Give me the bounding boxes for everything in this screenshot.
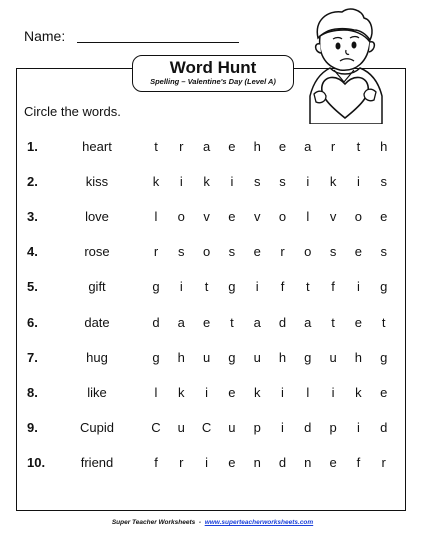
word-row [0,385,425,405]
boy-holding-heart-illustration [300,6,390,124]
word-row [0,350,425,370]
letter-cell[interactable]: d [304,419,312,435]
row-number: 2. [27,174,38,190]
target-word: date [84,314,110,330]
letter-cell[interactable]: e [228,384,236,400]
target-word: kiss [85,174,109,190]
footer [0,519,425,526]
letter-cell[interactable]: h [177,349,185,365]
letter-cell[interactable]: o [202,244,211,260]
letter-cell[interactable]: v [329,209,337,225]
letter-cell[interactable]: f [280,279,285,295]
target-word: Cupid [80,419,114,435]
target-word: rose [84,244,110,260]
letter-cell[interactable]: g [152,279,160,295]
letter-cell[interactable]: k [152,174,160,190]
letter-cell[interactable]: s [329,244,337,260]
letter-cell[interactable]: k [178,384,185,400]
row-number: 1. [27,139,38,154]
letter-cell[interactable]: k [253,384,261,400]
letter-cell[interactable]: C [151,419,161,435]
letter-cell[interactable]: e [228,209,236,225]
worksheet-subtitle: Spelling – Valentine's Day (Level A) [150,77,276,86]
letter-cell[interactable]: l [306,384,310,400]
letter-cell[interactable]: o [177,209,185,225]
word-row [0,139,425,159]
letter-cell[interactable]: k [329,174,337,190]
word-row [0,209,425,229]
letter-cell[interactable]: a [304,314,312,330]
letter-cell[interactable]: t [154,139,158,154]
letter-cell[interactable]: v [203,209,210,225]
name-line[interactable] [77,42,239,43]
target-word: heart [82,139,112,154]
letter-cell[interactable]: u [253,349,261,365]
letter-cell[interactable]: o [354,209,362,225]
letter-cell[interactable]: a [253,314,261,330]
letter-cell[interactable]: C [201,419,212,435]
letter-cell[interactable]: d [152,314,160,330]
target-word: friend [80,454,114,470]
word-row [0,420,425,440]
letter-cell[interactable]: t [381,314,386,330]
letter-cell[interactable]: e [380,384,388,400]
letter-cell[interactable]: s [279,174,286,190]
letter-cell[interactable]: o [278,209,287,225]
target-word: gift [88,279,106,295]
letter-cell[interactable]: r [330,139,336,154]
letter-cell[interactable]: g [152,349,160,365]
word-row [0,174,425,194]
letter-cell[interactable]: s [380,244,387,260]
letter-cell[interactable]: g [228,279,236,295]
letter-cell[interactable]: t [356,139,361,154]
row-number: 9. [27,419,38,435]
row-number: 8. [27,384,38,400]
word-row [0,315,425,335]
title-box [132,55,294,92]
letter-cell[interactable]: k [355,384,362,400]
word-row [0,455,425,475]
letter-cell[interactable]: g [380,349,388,365]
letter-cell[interactable]: s [380,174,387,190]
boy-face [320,30,370,70]
letter-cell[interactable]: s [253,174,261,190]
row-number: 3. [27,209,38,225]
letter-cell[interactable]: i [205,384,209,400]
letter-cell[interactable]: i [281,419,284,435]
letter-cell[interactable]: i [356,279,360,295]
letter-cell[interactable]: l [154,209,158,225]
letter-cell[interactable]: r [280,244,285,260]
letter-cell[interactable]: i [230,174,234,190]
letter-cell[interactable]: i [331,384,335,400]
letter-cell[interactable]: r [153,244,159,260]
row-number: 10. [27,454,46,470]
letter-cell[interactable]: n [304,454,312,470]
name-label: Name: [24,28,66,44]
letter-cell[interactable]: l [154,384,158,400]
row-number: 5. [27,279,38,295]
letter-cell[interactable]: n [253,454,261,470]
target-word: love [85,209,109,225]
letter-cell[interactable]: i [179,174,183,190]
letter-cell[interactable]: e [354,314,362,330]
letter-cell[interactable]: t [305,279,310,295]
letter-cell[interactable]: e [202,314,211,330]
letter-cell[interactable]: u [177,419,185,435]
letter-cell[interactable]: s [178,244,185,260]
letter-cell[interactable]: e [380,209,388,225]
letter-cell[interactable]: l [306,209,310,225]
letter-cell[interactable]: e [228,454,236,470]
letter-cell[interactable]: f [331,279,335,295]
letter-cell[interactable]: r [381,454,386,470]
letter-cell[interactable]: r [179,139,184,154]
instructions: Circle the words. [24,104,121,119]
letter-cell[interactable]: i [281,384,284,400]
letter-cell[interactable]: g [304,349,312,365]
letter-cell[interactable]: u [329,349,337,365]
letter-cell[interactable]: t [331,314,335,330]
letter-cell[interactable]: f [356,454,361,470]
letter-cell[interactable]: u [228,419,236,435]
letter-cell[interactable]: e [278,139,287,154]
letter-cell[interactable]: v [253,209,261,225]
word-row [0,244,425,264]
letter-cell[interactable]: p [329,419,337,435]
letter-cell[interactable]: a [202,139,211,154]
letter-cell[interactable]: o [304,244,312,260]
letter-cell[interactable]: i [205,454,209,470]
target-word: like [87,384,107,400]
letter-cell[interactable]: t [204,279,209,295]
letter-cell[interactable]: r [179,454,184,470]
target-word: hug [86,349,108,365]
letter-cell[interactable]: t [230,314,234,330]
letter-cell[interactable]: i [356,174,360,190]
letter-cell[interactable]: i [255,279,259,295]
letter-cell[interactable]: d [278,454,287,470]
row-number: 4. [27,244,38,260]
letter-cell[interactable]: i [179,279,183,295]
letter-cell[interactable]: h [354,349,362,365]
letter-cell[interactable]: i [306,174,310,190]
letter-cell[interactable]: u [202,349,211,365]
letter-cell[interactable]: a [177,314,185,330]
row-number: 7. [27,349,38,365]
letter-cell[interactable]: f [154,454,158,470]
footer-brand: Super Teacher Worksheets [111,519,196,526]
letter-cell[interactable]: k [203,174,210,190]
letter-cell[interactable]: e [253,244,261,260]
word-row [0,279,425,299]
letter-cell[interactable]: e [228,139,236,154]
letter-cell[interactable]: h [253,139,261,154]
footer-separator: - [198,519,202,526]
row-number: 6. [27,314,38,330]
letter-cell[interactable]: h [380,139,388,154]
letter-cell[interactable]: i [356,419,360,435]
letter-cell[interactable]: a [304,139,312,154]
letter-cell[interactable]: g [380,279,388,295]
letter-cell[interactable]: h [278,349,287,365]
footer-url[interactable]: www.superteacherworksheets.com [204,519,314,526]
letter-cell[interactable]: e [329,454,337,470]
letter-cell[interactable]: e [354,244,362,260]
letter-cell[interactable]: d [380,419,388,435]
letter-cell[interactable]: s [228,244,236,260]
worksheet-title: Word Hunt [169,58,257,77]
letter-cell[interactable]: p [253,419,261,435]
letter-cell[interactable]: g [228,349,236,365]
letter-cell[interactable]: d [278,314,287,330]
